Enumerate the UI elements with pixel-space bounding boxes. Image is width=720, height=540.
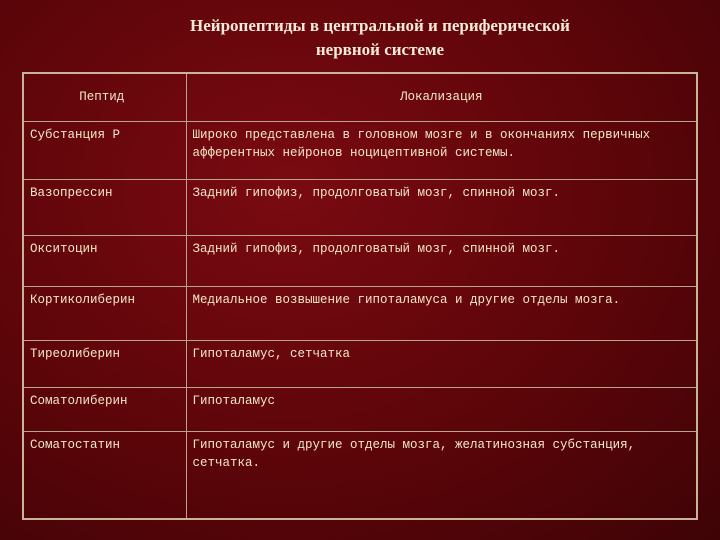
column-header-localization: Локализация	[186, 73, 697, 121]
page-title-line-1: Нейропептиды в центральной и периферической	[190, 16, 570, 35]
peptide-cell: Субстанция Р	[23, 121, 186, 179]
peptide-cell: Соматолиберин	[23, 387, 186, 431]
localization-cell: Широко представлена в головном мозге и в окончаниях первичных афферентных нейронов ноцицептивной системы.	[186, 121, 697, 179]
table-header-row	[23, 73, 697, 121]
localization-cell: Задний гипофиз, продолговатый мозг, спинной мозг.	[186, 235, 697, 286]
peptide-cell: Вазопрессин	[23, 179, 186, 235]
neuropeptide-table	[22, 72, 698, 520]
peptide-cell: Тиреолиберин	[23, 340, 186, 387]
localization-cell: Гипоталамус	[186, 387, 697, 431]
page-title	[130, 14, 630, 62]
table-row	[23, 286, 697, 340]
localization-cell: Гипоталамус и другие отделы мозга, желатинозная субстанция, сетчатка.	[186, 431, 697, 519]
table-row	[23, 340, 697, 387]
table-row	[23, 235, 697, 286]
page-title-line-2: нервной системе	[315, 40, 445, 59]
localization-cell: Задний гипофиз, продолговатый мозг, спинной мозг.	[186, 179, 697, 235]
table-row	[23, 121, 697, 179]
table-row	[23, 387, 697, 431]
table-row	[23, 431, 697, 519]
table-row	[23, 179, 697, 235]
peptide-cell: Окситоцин	[23, 235, 186, 286]
localization-cell: Гипоталамус, сетчатка	[186, 340, 697, 387]
peptide-cell: Кортиколиберин	[23, 286, 186, 340]
column-header-peptide: Пептид	[23, 73, 186, 121]
localization-cell: Медиальное возвышение гипоталамуса и другие отделы мозга.	[186, 286, 697, 340]
peptide-cell: Соматостатин	[23, 431, 186, 519]
